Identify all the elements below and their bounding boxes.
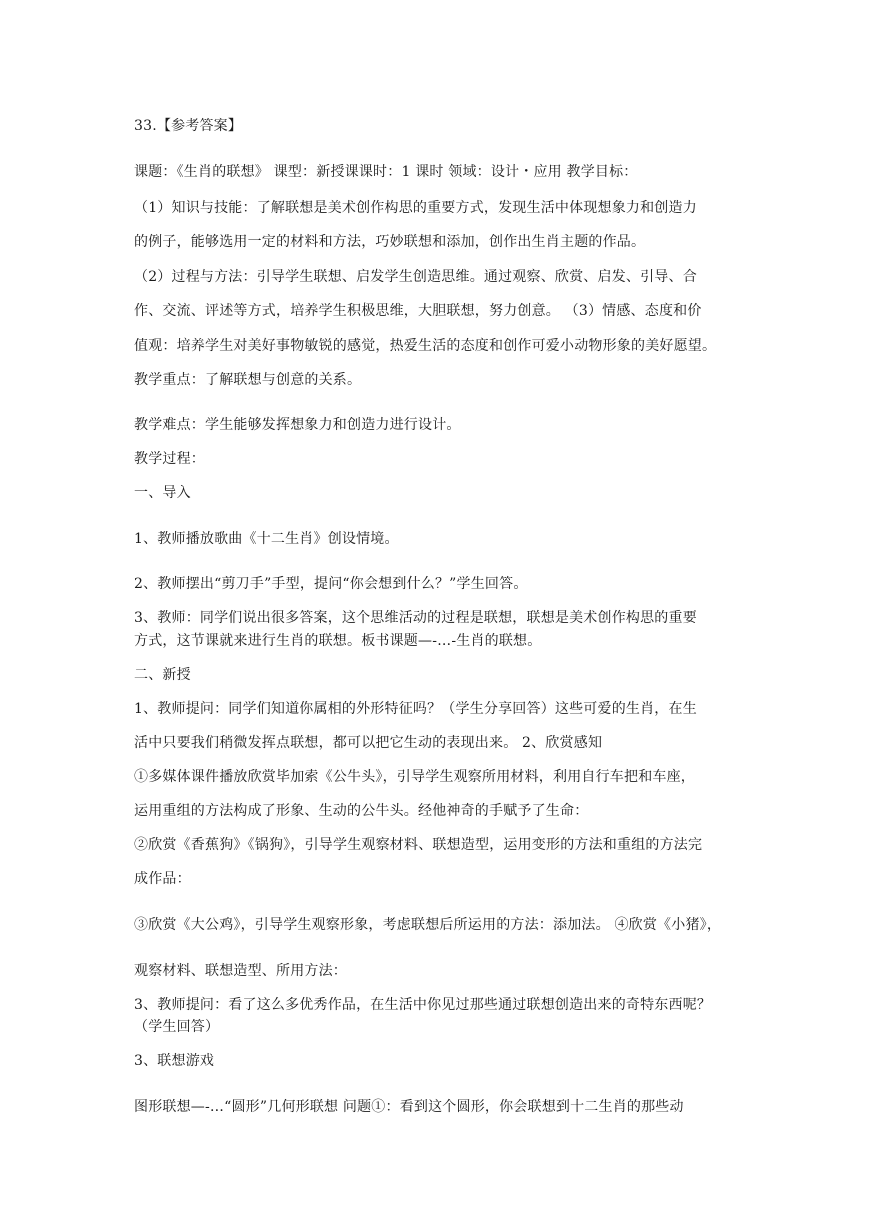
lesson-info-line: 课题：《生肖的联想》 课型：新授课课时：1 课时 领域：设计・应用 教学目标：: [134, 164, 638, 180]
appreciation-3-4-line: ③欣赏《大公鸡》，引导学生观察形象，考虑联想后所运用的方法：添加法。 ④欣赏《小猪》，: [134, 917, 722, 933]
appreciation-1-line-1: ①多媒体课件播放欣赏毕加索《公牛头》，引导学生观察所用材料，利用自行车把和车座，: [134, 769, 695, 785]
objective-knowledge-line-1: （1）知识与技能：了解联想是美术创作构思的重要方式，发现生活中体现想象力和创造力: [134, 200, 697, 216]
objective-process-line-1: （2）过程与方法：引导学生联想、启发学生创造思维。通过观察、欣赏、启发、引导、合: [134, 269, 697, 285]
appreciation-4-continued: 观察材料、联想造型、所用方法：: [134, 963, 347, 979]
objective-emotion-line: 值观：培养学生对美好事物敏锐的感觉，热爱生活的态度和创作可爱小动物形象的美好愿望。: [134, 338, 717, 354]
teacher-question-line-2: （学生回答）: [134, 1019, 220, 1035]
teaching-key-point: 教学重点：了解联想与创意的关系。: [134, 372, 362, 388]
teaching-process-heading: 教学过程：: [134, 451, 205, 467]
association-game-heading: 3、联想游戏: [134, 1053, 215, 1069]
teacher-question-line-1: 3、教师提问：看了这么多优秀作品，在生活中你见过那些通过联想创造出来的奇特东西呢？: [134, 997, 712, 1013]
appreciation-1-line-2: 运用重组的方法构成了形象、生动的公牛头。经他神奇的手赋予了生命：: [134, 803, 589, 819]
section-new-lesson-heading: 二、新授: [134, 667, 191, 683]
intro-step-3-line-1: 3、教师：同学们说出很多答案，这个思维活动的过程是联想，联想是美术创作构思的重要: [134, 610, 697, 626]
section-introduction-heading: 一、导入: [134, 485, 191, 501]
intro-step-1: 1、教师播放歌曲《十二生肖》创设情境。: [134, 531, 399, 547]
objective-process-line-2: 作、交流、评述等方式，培养学生积极思维，大胆联想，努力创意。 （3）情感、态度和价: [134, 303, 702, 319]
answer-heading: 33.【参考答案】: [134, 118, 243, 134]
intro-step-3-line-2: 方式，这节课就来进行生肖的联想。板书课题—-…-生肖的联想。: [134, 633, 542, 649]
appreciation-2-line-2: 成作品：: [134, 871, 191, 887]
shape-association-line: 图形联想—-…“圆形”几何形联想 问题①：看到这个圆形，你会联想到十二生肖的那些动: [134, 1099, 684, 1115]
new-lesson-step-1-line-2: 活中只要我们稍微发挥点联想，都可以把它生动的表现出来。 2、欣赏感知: [134, 735, 603, 751]
teaching-difficulty: 教学难点：学生能够发挥想象力和创造力进行设计。: [134, 417, 461, 433]
objective-knowledge-line-2: 的例子，能够选用一定的材料和方法，巧妙联想和添加，创作出生肖主题的作品。: [134, 234, 646, 250]
appreciation-2-line-1: ②欣赏《香蕉狗》《锅狗》，引导学生观察材料、联想造型，运用变形的方法和重组的方法完: [134, 837, 703, 853]
intro-step-2: 2、教师摆出“剪刀手”手型，提问“你会想到什么？”学生回答。: [134, 576, 528, 592]
new-lesson-step-1-line-1: 1、教师提问：同学们知道你属相的外形特征吗？（学生分享回答）这些可爱的生肖，在生: [134, 701, 697, 717]
